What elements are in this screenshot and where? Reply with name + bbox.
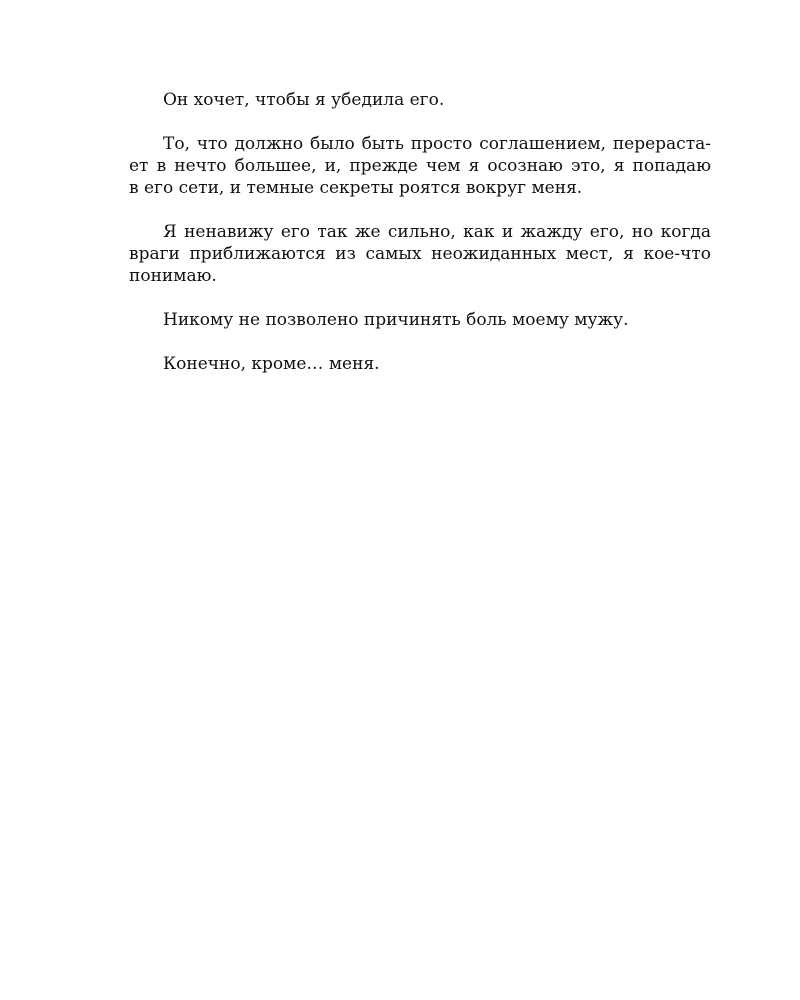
paragraph-line: Он хочет, чтобы я убедила его.	[163, 90, 445, 110]
document-text	[129, 89, 711, 397]
paragraph-2	[129, 133, 711, 199]
paragraph-5	[129, 353, 711, 375]
paragraph-line: в его сети, и темные секреты роятся вокруг меня.	[129, 178, 583, 198]
paragraph-line: враги приближаются из самых неожиданных мест, я кое-что	[129, 244, 711, 264]
paragraph-line: Я ненавижу его так же сильно, как и жажду его, но когда	[163, 222, 711, 242]
paragraph-4	[129, 309, 711, 331]
paragraph-line: Конечно, кроме… меня.	[163, 354, 380, 374]
paragraph-line: ет в нечто большее, и, прежде чем я осознаю это, я попадаю	[129, 156, 711, 176]
paragraph-line: понимаю.	[129, 266, 217, 286]
paragraph-line: То, что должно было быть просто соглашением, перераста-	[163, 134, 711, 154]
paragraph-3	[129, 221, 711, 287]
paragraph-1	[129, 89, 711, 111]
paragraph-line: Никому не позволено причинять боль моему мужу.	[163, 310, 629, 330]
